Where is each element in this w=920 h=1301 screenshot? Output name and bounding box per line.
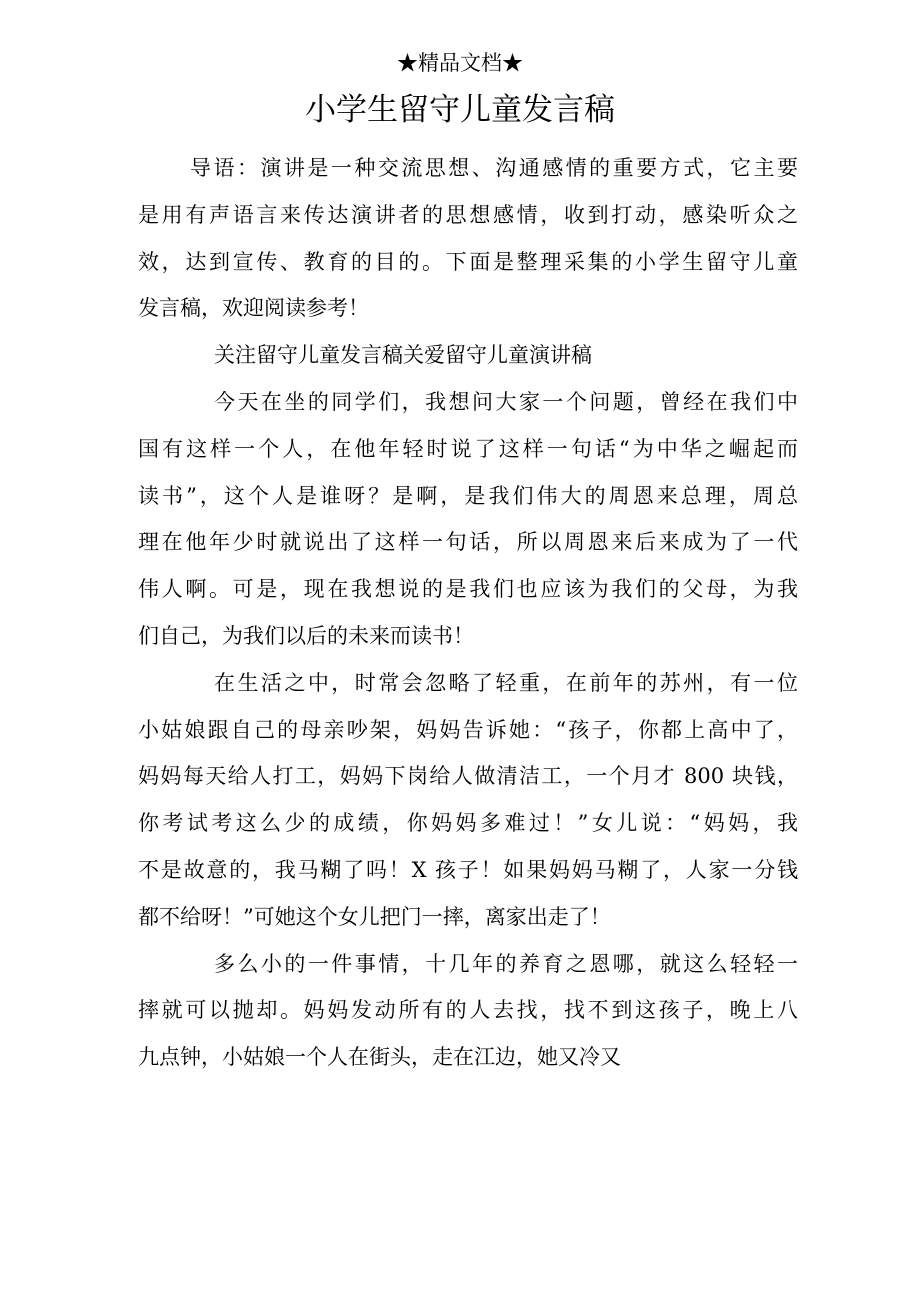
text-line: 小姑娘跟自己的母亲吵架，妈妈告诉她：“孩子，你都上高中了，	[138, 717, 798, 742]
text-line: 九点钟，小姑娘一个人在街头，走在江边，她又冷又	[138, 1045, 621, 1070]
document-body	[138, 145, 798, 1081]
text-line: 今天在坐的同学们，我想问大家一个问题，曾经在我们中	[214, 389, 798, 414]
section-subheading	[138, 332, 798, 379]
text-line: 伟人啊。可是，现在我想说的是我们也应该为我们的父母，为我	[138, 577, 798, 602]
text-line: 理在他年少时就说出了这样一句话，所以周恩来后来成为了一代	[138, 530, 798, 555]
text-line: 关注留守儿童发言稿关爱留守儿童演讲稿	[214, 343, 592, 368]
text-line: 不是故意的，我马糊了吗！X 孩子！如果妈妈马糊了，人家一分钱	[138, 857, 798, 882]
text-line: 们自己，为我们以后的未来而读书！	[138, 623, 474, 648]
text-line: 摔就可以抛却。妈妈发动所有的人去找，找不到这孩子，晚上八	[138, 998, 798, 1023]
body-paragraph	[138, 941, 798, 1081]
text-line: 在生活之中，时常会忽略了轻重，在前年的苏州，有一位	[214, 670, 798, 695]
intro-paragraph	[138, 145, 798, 332]
text-line: 效，达到宣传、教育的目的。下面是整理采集的小学生留守儿童	[138, 249, 798, 274]
text-line: 导语：演讲是一种交流思想、沟通感情的重要方式，它主要	[190, 156, 798, 180]
body-paragraph	[138, 379, 798, 660]
text-line: 你考试考这么少的成绩，你妈妈多难过！”女儿说：“妈妈，我	[138, 811, 798, 836]
text-line: 国有这样一个人，在他年轻时说了这样一句话“为中华之崛起而	[138, 436, 798, 461]
body-paragraph	[138, 660, 798, 941]
document-title: 小学生留守儿童发言稿	[305, 92, 615, 128]
text-line: 发言稿，欢迎阅读参考！	[138, 296, 369, 321]
text-line: 都不给呀！”可她这个女儿把门一摔，离家出走了！	[138, 904, 611, 929]
text-line: 读书”，这个人是谁呀？是啊，是我们伟大的周恩来总理，周总	[138, 483, 798, 508]
text-line: 是用有声语言来传达演讲者的思想感情，收到打动，感染听众之	[138, 202, 798, 227]
document-header-label: ★精品文档★	[397, 51, 523, 75]
text-line: 多么小的一件事情，十几年的养育之恩哪，就这么轻轻一	[214, 951, 798, 976]
text-line: 妈妈每天给人打工，妈妈下岗给人做清洁工，一个月才 800 块钱，	[138, 764, 798, 789]
